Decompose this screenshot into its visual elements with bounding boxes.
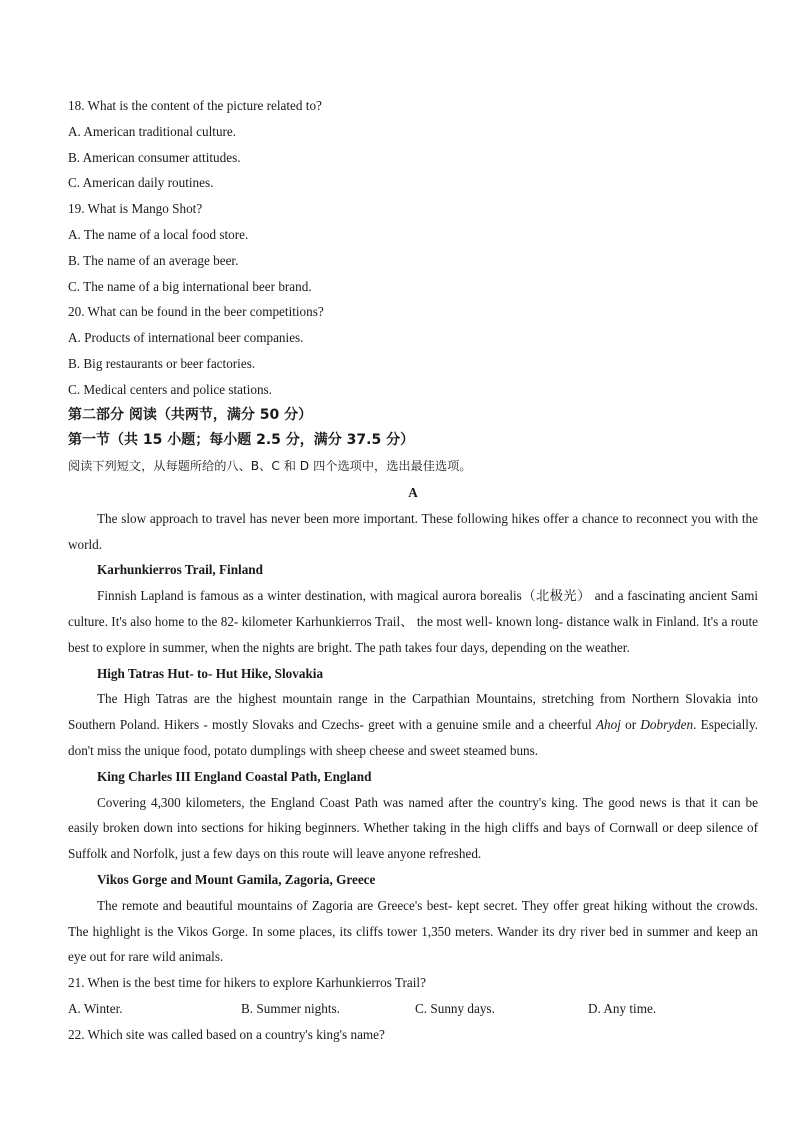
option-18b: B. American consumer attitudes.: [68, 149, 241, 165]
option-21b: B. Summer nights.: [241, 1000, 340, 1016]
exam-page: [68, 93, 758, 1047]
heading-karhunkierros: Karhunkierros Trail, Finland: [97, 562, 263, 578]
body-high-tatras-pre: The High Tatras are the highest mountain range in the Carpathian Mountains, stretching from Northern Slovakia into Southern Poland. Hikers - mostly Slovaks and Czechs- greet with a genuine smile and a cheerful: [68, 691, 758, 733]
option-21c: C. Sunny days.: [415, 1000, 495, 1016]
body-karhunkierros: Finnish Lapland is famous as a winter destination, with magical aurora borealis（北极光） and a fascinating ancient Sami culture. It's also home to the 82- kilometer Karhunkierros Trail、 the most well- known long- distance walk in Finland. It's a route best to explore in summer, when the nights are bright. The path takes four days, depending on the weather.: [68, 588, 758, 655]
question-21: 21. When is the best time for hikers to explore Karhunkierros Trail?: [68, 975, 426, 991]
options-21: [68, 996, 758, 1022]
body-high-tatras-post: . Especially. don't miss the unique food, potato dumplings with sheep cheese and sweet steamed buns.: [68, 717, 758, 758]
option-19b: B. The name of an average beer.: [68, 252, 239, 268]
option-20b: B. Big restaurants or beer factories.: [68, 355, 256, 371]
option-21a: A. Winter.: [68, 1000, 123, 1016]
instruction: 阅读下列短文，从每题所给的八、B、C 和 D 四个选项中，选出最佳选项。: [68, 459, 472, 474]
part-title: 第二部分 阅读（共两节，满分 50 分）: [68, 406, 313, 423]
option-18a: A. American traditional culture.: [68, 123, 237, 139]
ahoj-word: Ahoj: [595, 717, 621, 733]
question-19: 19. What is Mango Shot?: [68, 201, 203, 217]
body-high-tatras: [68, 686, 758, 763]
question-18: 18. What is the content of the picture related to?: [68, 98, 322, 113]
passage-label: A: [408, 484, 418, 500]
option-20a: A. Products of international beer companies.: [68, 330, 304, 346]
passage-intro: The slow approach to travel has never been more important. These following hikes offer a chance to reconnect you with the world.: [68, 510, 758, 552]
option-19a: A. The name of a local food store.: [68, 226, 249, 242]
body-high-tatras-mid: or: [620, 717, 641, 733]
body-king-charles: Covering 4,300 kilometers, the England Coast Path was named after the country's king. The good news is that it can be easily broken down into sections for hiking beginners. Whether taking in the high cliffs and bays of Cornwall or deep silence of Suffolk and Norfolk, just a few days on this route will leave anyone refreshed.: [68, 794, 758, 862]
option-20c: C. Medical centers and police stations.: [68, 381, 272, 397]
dobryden-word: Dobryden: [640, 717, 694, 733]
option-21d: D. Any time.: [588, 1000, 657, 1016]
question-22: 22. Which site was called based on a country's king's name?: [68, 1026, 385, 1042]
option-19c: C. The name of a big international beer brand.: [68, 278, 312, 294]
body-vikos-gorge: The remote and beautiful mountains of Zagoria are Greece's best- kept secret. They offer great hiking without the crowds. The highlight is the Vikos Gorge. In some places, its cliffs tower 1,350 meters. Wander its dry river bed in summer and keep an eye out for rare wild animals.: [68, 897, 758, 965]
section-subtitle: 第一节（共 15 小题；每小题 2.5 分，满分 37.5 分）: [68, 432, 415, 449]
heading-high-tatras: High Tatras Hut- to- Hut Hike, Slovakia: [97, 665, 324, 681]
option-18c: C. American daily routines.: [68, 175, 214, 191]
question-20: 20. What can be found in the beer competitions?: [68, 304, 324, 320]
heading-king-charles: King Charles III England Coastal Path, England: [97, 768, 372, 784]
heading-vikos-gorge: Vikos Gorge and Mount Gamila, Zagoria, Greece: [97, 871, 376, 887]
